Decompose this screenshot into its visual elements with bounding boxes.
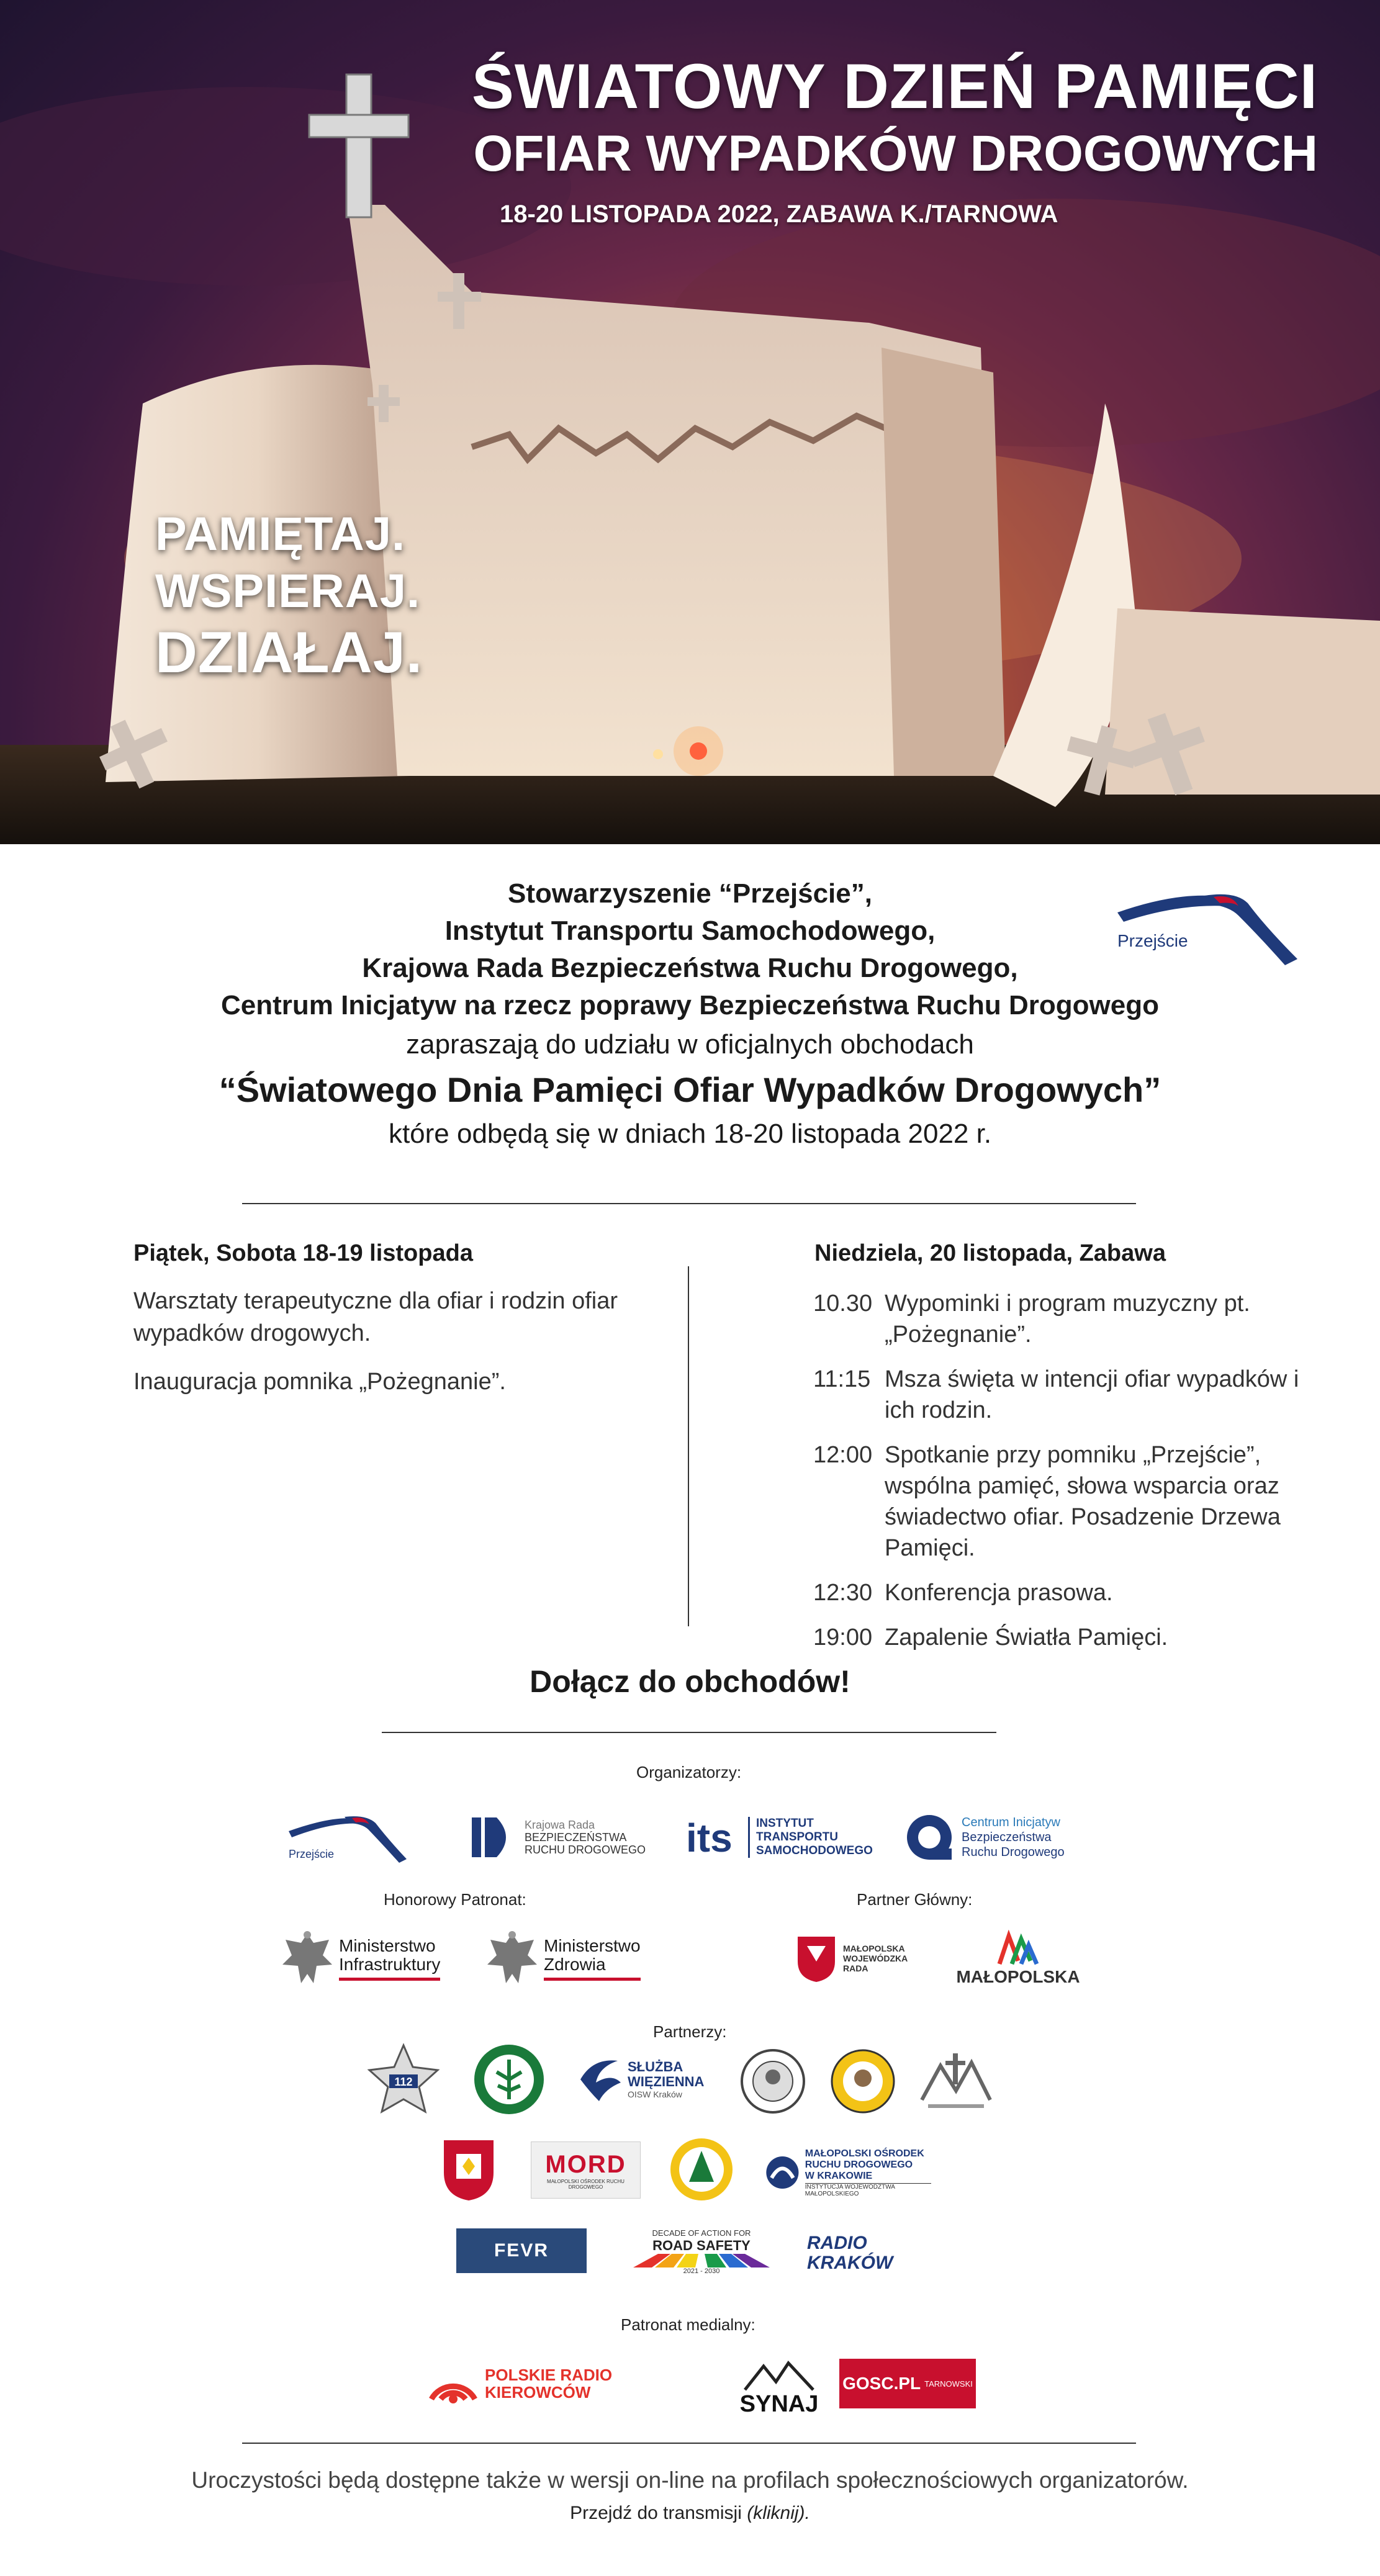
krbrd-icon bbox=[469, 1813, 518, 1862]
online-note: Uroczystości będą dostępne także w wersji on-line na profilach społecznościowych organizatorów. bbox=[191, 2467, 1189, 2493]
schedule-text: Msza święta w intencji ofiar wypadków i ich rodzin. bbox=[885, 1366, 1299, 1423]
ministry-infrastructure-logo bbox=[279, 1927, 453, 1989]
ci-line: Bezpieczeństwa bbox=[962, 1831, 1052, 1844]
sw-sub: OISW Kraków bbox=[628, 2089, 682, 2099]
schedule-row bbox=[813, 1364, 1322, 1426]
stream-link-text[interactable]: Przejdź do transmisji bbox=[570, 2503, 742, 2523]
ci-icon bbox=[903, 1811, 955, 1863]
right-column-heading: Niedziela, 20 listopada, Zabawa bbox=[814, 1240, 1166, 1266]
przejscie-logo-small bbox=[282, 1803, 407, 1865]
safety-badge-logo bbox=[667, 2135, 736, 2204]
hero-title bbox=[387, 50, 1318, 185]
road-safety-line: ROAD SAFETY bbox=[652, 2238, 751, 2253]
organizer-name: Centrum Inicjatyw na rzecz poprawy Bezpieczeństwa Ruchu Drogowego bbox=[221, 990, 1159, 1020]
schedule-time: 11:15 bbox=[813, 1366, 871, 1392]
tarnow-crest-logo bbox=[438, 2135, 500, 2204]
schedule-text: Zapalenie Światła Pamięci. bbox=[885, 1624, 1168, 1651]
radio-krakow-logo bbox=[807, 2228, 925, 2278]
mord-label: MORD bbox=[545, 2150, 626, 2178]
left-column-heading: Piątek, Sobota 18-19 listopada bbox=[133, 1240, 473, 1266]
gosc-label: GOSC.PL bbox=[842, 2374, 921, 2393]
event-dates: które odbędą się w dniach 18-20 listopada 2022 r. bbox=[388, 1119, 992, 1149]
forest-badge-icon bbox=[472, 2042, 546, 2117]
police-star-icon bbox=[363, 2042, 444, 2117]
krbrd-line: RUCHU DROGOWEGO bbox=[525, 1844, 646, 1856]
schedule-text: Wypominki i program muzyczny pt. „Pożegnanie”. bbox=[885, 1290, 1250, 1348]
school-seal-logo bbox=[739, 2047, 807, 2115]
schedule-row bbox=[813, 1439, 1322, 1564]
schedule-time: 19:00 bbox=[813, 1624, 873, 1651]
stream-link-hint[interactable]: (kliknij). bbox=[747, 2503, 810, 2523]
radio-waves-icon bbox=[425, 2362, 481, 2405]
main-partner-label: Partner Główny: bbox=[857, 1890, 973, 1909]
ministry-line: Ministerstwo bbox=[339, 1935, 436, 1955]
its-logo bbox=[686, 1813, 885, 1862]
malopolska-logo bbox=[956, 1927, 1080, 1989]
police-logo bbox=[363, 2042, 444, 2117]
ministry-health-logo bbox=[484, 1927, 658, 1989]
divider bbox=[242, 2443, 1136, 2444]
mountain-icon bbox=[742, 2360, 816, 2391]
hero-date-place: 18-20 LISTOPADA 2022, ZABAWA K./TARNOWA bbox=[500, 200, 1058, 228]
mord-sub: MAŁOPOLSKI OŚRODEK RUCHU DROGOWEGO bbox=[547, 2178, 625, 2190]
hero-title-line2: OFIAR WYPADKÓW DROGOWYCH bbox=[473, 125, 1318, 182]
malopolska-crest-icon bbox=[795, 1934, 838, 1983]
its-icon bbox=[686, 1816, 748, 1859]
gosc-logo bbox=[839, 2359, 976, 2408]
its-line: INSTYTUT bbox=[756, 1817, 814, 1830]
invite-text: zapraszają do udziału w oficjalnych obchodach bbox=[406, 1029, 974, 1060]
mwrbrd-logo bbox=[795, 1930, 931, 1986]
program-item: Warsztaty terapeutyczne dla ofiar i rodzin ofiar wypadków drogowych. bbox=[133, 1288, 618, 1346]
przejscie-small-label: Przejście bbox=[289, 1848, 335, 1860]
polskie-radio-logo bbox=[425, 2359, 624, 2408]
sw-line: SŁUŻBA bbox=[628, 2059, 683, 2074]
road-safety-logo bbox=[630, 2225, 773, 2278]
road-safety-line: DECADE OF ACTION FOR bbox=[652, 2228, 751, 2238]
event-name: “Światowego Dnia Pamięci Ofiar Wypadków Drogowych” bbox=[219, 1070, 1161, 1109]
pr-line: KIEROWCÓW bbox=[485, 2383, 591, 2402]
diocese-logo bbox=[916, 2047, 996, 2115]
church-seal-logo bbox=[829, 2047, 897, 2115]
mord-krakow-logo bbox=[764, 2145, 931, 2200]
fevr-label: FEVR bbox=[494, 2240, 549, 2261]
sw-line: WIĘZIENNA bbox=[628, 2074, 705, 2089]
hero-title-line1: ŚWIATOWY DZIEŃ PAMIĘCI bbox=[471, 51, 1318, 122]
schedule-time: 12:00 bbox=[813, 1442, 873, 1468]
fevr-logo bbox=[456, 2228, 587, 2273]
eagle-icon bbox=[279, 1927, 335, 1989]
mwrbrd-line: MAŁOPOLSKA bbox=[843, 1943, 905, 1953]
radio-line: KRAKÓW bbox=[807, 2253, 893, 2273]
join-cta: Dołącz do obchodów! bbox=[530, 1664, 850, 1699]
media-label: Patronat medialny: bbox=[621, 2315, 755, 2334]
przejscie-logo bbox=[1105, 878, 1304, 971]
malopolska-mountains-icon bbox=[996, 1930, 1040, 1967]
radio-line: RADIO bbox=[807, 2233, 867, 2253]
ci-line: Ruchu Drogowego bbox=[962, 1845, 1065, 1859]
mwrbrd-line: RADA bbox=[843, 1963, 868, 1973]
road-safety-line: 2021 - 2030 bbox=[683, 2268, 720, 2275]
schedule bbox=[813, 1288, 1322, 1667]
stream-link[interactable] bbox=[0, 2503, 1380, 2524]
sw-shield-icon bbox=[574, 2055, 624, 2104]
svg-text:its: its bbox=[686, 1816, 733, 1859]
synaj-logo bbox=[736, 2343, 823, 2418]
pr-line: POLSKIE RADIO bbox=[485, 2366, 613, 2384]
ministry-line: Ministerstwo bbox=[544, 1935, 641, 1955]
schedule-row bbox=[813, 1577, 1322, 1608]
ci-line: Centrum Inicjatyw bbox=[962, 1816, 1060, 1829]
round-seal-icon bbox=[739, 2047, 807, 2115]
schedule-row bbox=[813, 1622, 1322, 1653]
schedule-time: 10.30 bbox=[813, 1290, 873, 1317]
krbrd-logo bbox=[469, 1813, 655, 1862]
left-column-text bbox=[133, 1285, 630, 1414]
krbrd-line: BEZPIECZEŃSTWA bbox=[525, 1831, 627, 1844]
its-line: TRANSPORTU bbox=[756, 1831, 838, 1844]
przejscie-logo-label: Przejście bbox=[1117, 931, 1188, 950]
slogan-line: PAMIĘTAJ. bbox=[155, 508, 406, 561]
eagle-icon bbox=[484, 1927, 540, 1989]
organizer-name: Stowarzyszenie “Przejście”, bbox=[508, 878, 872, 909]
mwrbrd-line: WOJEWÓDZKA bbox=[843, 1953, 908, 1963]
partners-label: Partnerzy: bbox=[653, 2022, 727, 2041]
slogan-line: WSPIERAJ. bbox=[155, 565, 421, 618]
divider bbox=[382, 1732, 996, 1733]
divider bbox=[242, 1203, 1136, 1204]
police-number: 112 bbox=[394, 2076, 413, 2088]
program-item: Inauguracja pomnika „Pożegnanie”. bbox=[133, 1369, 506, 1395]
crest-icon bbox=[438, 2135, 500, 2204]
column-divider bbox=[688, 1266, 689, 1626]
synaj-label: SYNAJ bbox=[739, 2391, 819, 2417]
malopolska-label: MAŁOPOLSKA bbox=[956, 1967, 1080, 1986]
schedule-time: 12:30 bbox=[813, 1580, 873, 1606]
road-rainbow-icon bbox=[633, 2254, 770, 2268]
hero-banner bbox=[0, 0, 1380, 844]
ministry-line: Infrastruktury bbox=[339, 1954, 441, 1974]
organizer-name: Krajowa Rada Bezpieczeństwa Ruchu Drogowego, bbox=[362, 953, 1018, 983]
honorary-label: Honorowy Patronat: bbox=[384, 1890, 526, 1909]
mord-logo bbox=[531, 2141, 641, 2199]
mord2-sub: INSTYTUCJA WOJEWÓDZTWA MAŁOPOLSKIEGO bbox=[805, 2183, 931, 2197]
ministry-line: Zdrowia bbox=[544, 1954, 606, 1974]
krbrd-line: Krajowa Rada bbox=[525, 1819, 595, 1831]
yellow-badge-icon bbox=[667, 2135, 736, 2204]
slogan bbox=[155, 506, 423, 685]
gosc-sub: TARNOWSKI bbox=[924, 2379, 973, 2389]
yellow-seal-icon bbox=[829, 2047, 897, 2115]
mord2-line: W KRAKOWIE bbox=[805, 2170, 873, 2181]
schedule-text: Konferencja prasowa. bbox=[885, 1580, 1113, 1606]
its-line: SAMOCHODOWEGO bbox=[756, 1844, 873, 1857]
ci-logo bbox=[903, 1811, 1089, 1863]
mountain-cross-icon bbox=[916, 2047, 996, 2115]
sluzba-wiezienna-logo bbox=[574, 2048, 717, 2110]
schedule-text: Spotkanie przy pomniku „Przejście”, wspólna pamięć, słowa wsparcia oraz świadectwo ofiar. Posadzenie Drzewa Pamięci. bbox=[885, 1442, 1281, 1561]
slogan-line: DZIAŁAJ. bbox=[155, 619, 423, 685]
forest-guard-logo bbox=[472, 2042, 546, 2117]
mord-krakow-icon bbox=[764, 2151, 801, 2194]
schedule-row bbox=[813, 1288, 1322, 1350]
organizers-label: Organizatorzy: bbox=[636, 1763, 742, 1781]
organizer-name: Instytut Transportu Samochodowego, bbox=[444, 916, 936, 946]
mord2-line: MAŁOPOLSKI OŚRODEK bbox=[805, 2148, 924, 2159]
mord2-line: RUCHU DROGOWEGO bbox=[805, 2159, 913, 2170]
